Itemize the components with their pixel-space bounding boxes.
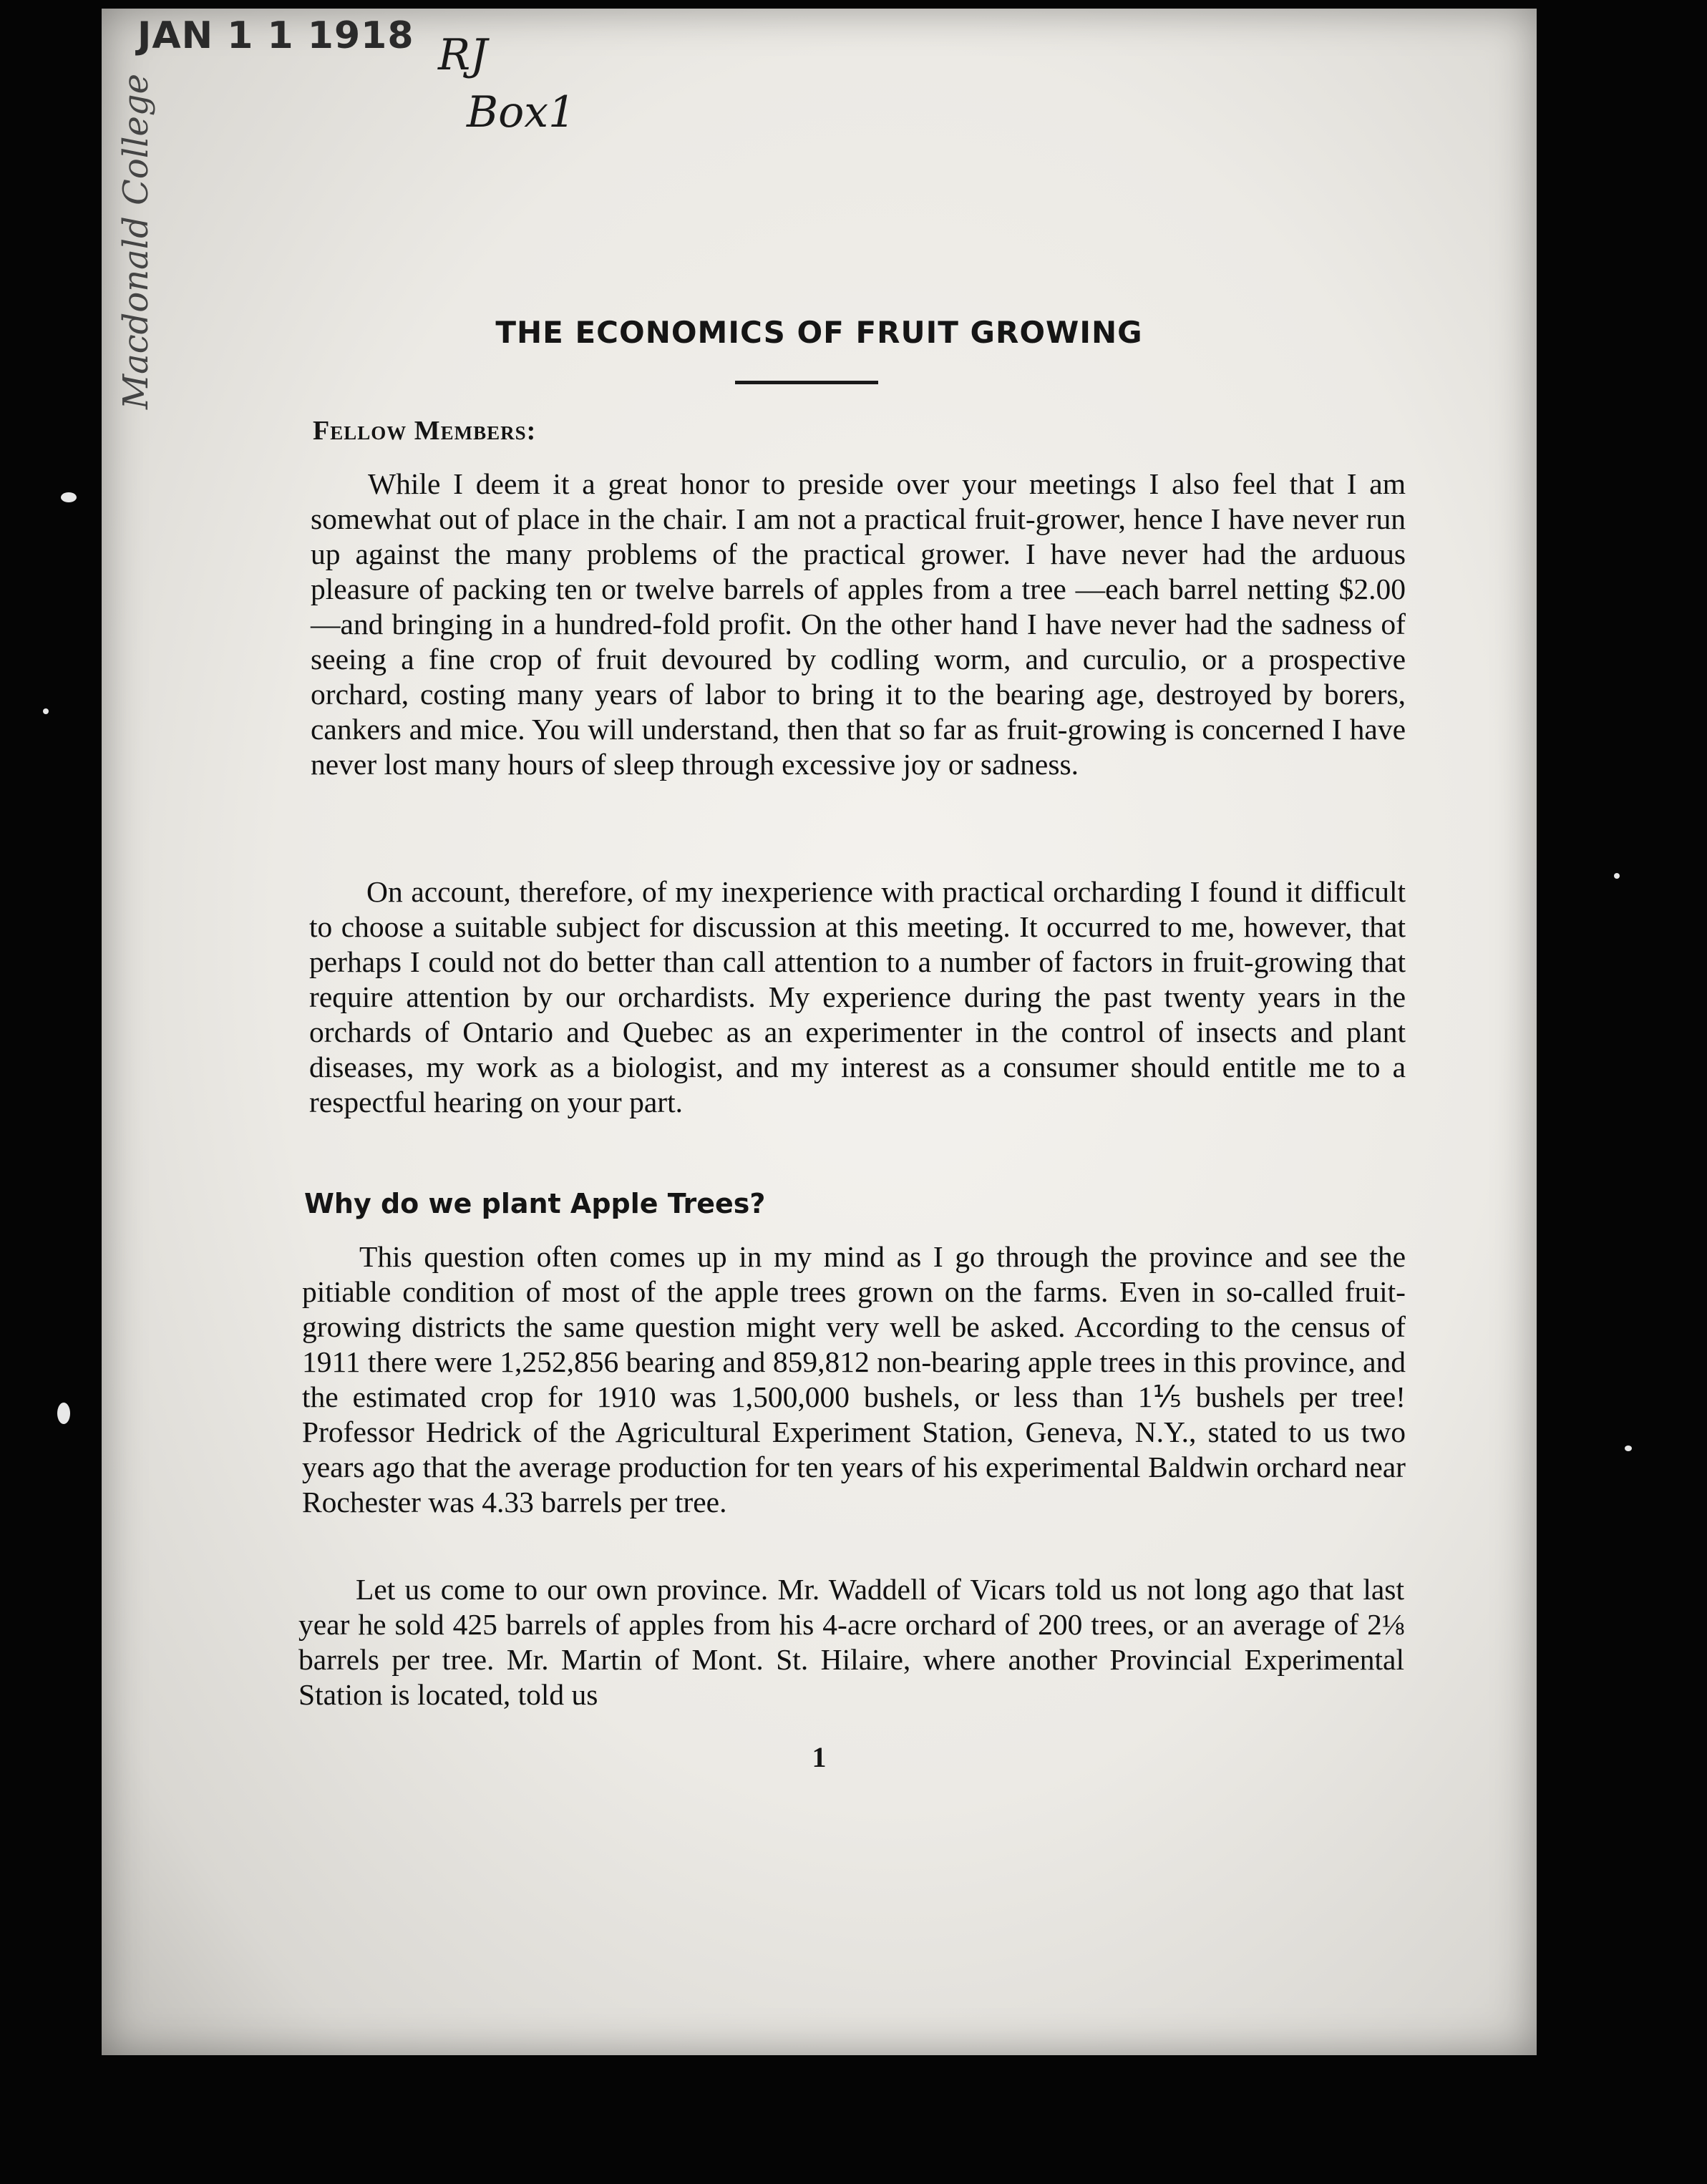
scan-speck bbox=[57, 1403, 70, 1424]
salutation: Fellow Members: bbox=[313, 416, 537, 446]
scan-speck bbox=[1614, 873, 1620, 879]
paragraph-3: This question often comes up in my mind as I go through the province and see the pitiable condition of most of the apple trees grown on the farms. Even in so-called fruit-growing districts the same question might very well be asked. According to the census of 1911 there were 1,252,856 bearing and 859,812 non-bearing apple trees in this province, and the estimated crop for 1910 was 1,500,000 bushels, or less than 1⅕ bushels per tree! Professor Hedrick of the Agricultural Experiment Station, Geneva, N.Y., stated to us two years ago that the average production for ten years of his experimental Baldwin orchard near Rochester was 4.33 barrels per tree. bbox=[302, 1240, 1406, 1518]
handwritten-side-note: Macdonald College bbox=[116, 73, 156, 409]
handwritten-box-note: Box1 bbox=[467, 87, 576, 137]
section-heading: Why do we plant Apple Trees? bbox=[304, 1188, 766, 1219]
document-page bbox=[102, 9, 1537, 2055]
paragraph-2: On account, therefore, of my inexperience with practical orcharding I found it difficult to choose a suitable subject for discussion at this meeting. It occurred to me, however, that perhaps I could not do better than call attention to a number of factors in fruit-growing that require attention by our orchardists. My experience during the past twenty years in the orchards of Ontario and Quebec as an experimenter in the control of insects and plant diseases, my work as a biologist, and my interest as a consumer should entitle me to a respectful hearing on your part. bbox=[309, 875, 1406, 1118]
document-title: THE ECONOMICS OF FRUIT GROWING bbox=[495, 315, 1143, 350]
page-number: 1 bbox=[812, 1741, 827, 1773]
scan-speck bbox=[61, 492, 77, 502]
date-stamp: JAN 1 1 1918 bbox=[137, 14, 414, 57]
scan-speck bbox=[1625, 1446, 1632, 1451]
paragraph-1: While I deem it a great honor to preside over your meetings I also feel that I am somewhat out of place in the chair. I am not a practical fruit-grower, hence I have never run up against the many problems of the practical grower. I have never had the arduous pleasure of packing ten or twelve barrels of apples from a tree —each barrel netting $2.00—and bringing in a hundred-fold profit. On the other hand I have never had the sadness of seeing a fine crop of fruit devoured by codling worm, and curculio, or a prospective orchard, costing many years of labor to bring it to the bearing age, destroyed by borers, cankers and mice. You will understand, then that so far as fruit-growing is concerned I have never lost many hours of sleep through excessive joy or sadness. bbox=[311, 467, 1406, 781]
handwritten-rj-note: RJ bbox=[438, 30, 488, 80]
paragraph-4: Let us come to our own province. Mr. Waddell of Vicars told us not long ago that last year he sold 425 barrels of apples from his 4-acre orchard of 200 trees, or an average of 2⅛ barrels per tree. Mr. Martin of Mont. St. Hilaire, where another Provincial Experimental Station is located, told us bbox=[298, 1573, 1404, 1711]
title-divider bbox=[735, 381, 878, 384]
scan-speck bbox=[43, 708, 49, 714]
